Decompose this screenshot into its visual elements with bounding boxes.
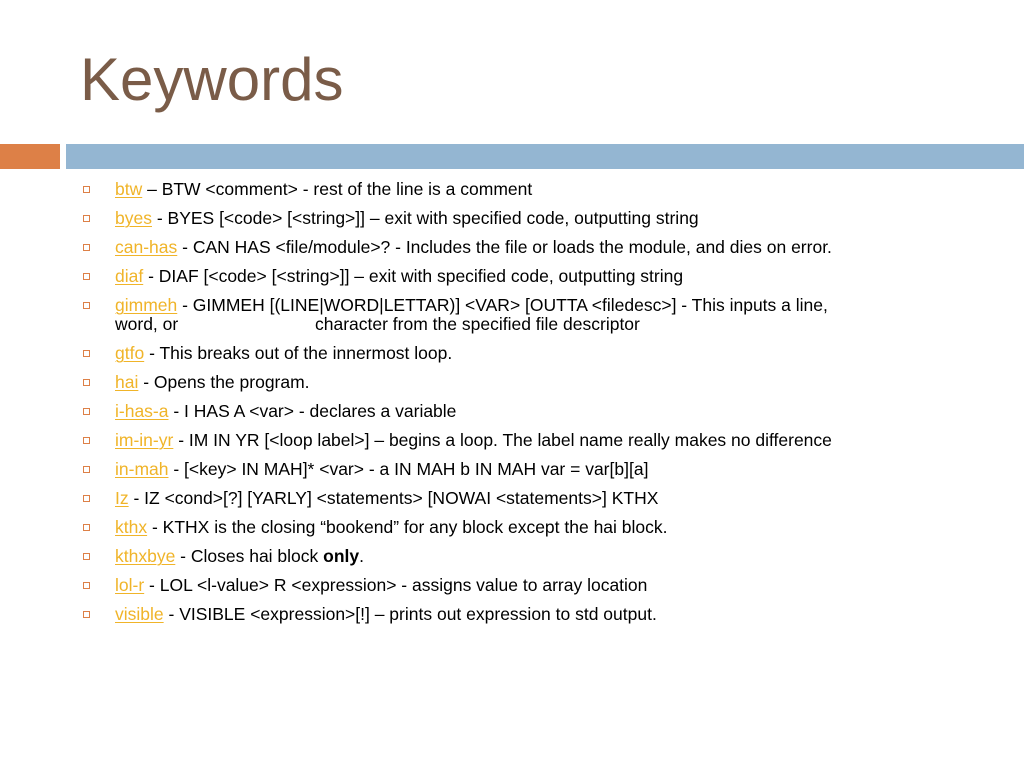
item-description: – BTW <comment> - rest of the line is a comment	[142, 179, 533, 199]
item-description-continued-2: character from the specified file descriptor	[315, 314, 640, 334]
item-description: - DIAF [<code> [<string>]] – exit with specified code, outputting string	[143, 266, 684, 286]
hollow-square-bullet-icon	[83, 524, 90, 531]
item-description: - VISIBLE <expression>[!] – prints out expression to std output.	[163, 604, 657, 624]
hollow-square-bullet-icon	[83, 350, 90, 357]
list-item	[80, 180, 980, 199]
item-description: - IM IN YR [<loop label>] – begins a loop. The label name really makes no difference	[173, 430, 832, 450]
item-description: - Opens the program.	[138, 372, 310, 392]
list-item	[80, 238, 980, 257]
hollow-square-bullet-icon	[83, 553, 90, 560]
list-item	[80, 267, 980, 286]
hollow-square-bullet-icon	[83, 582, 90, 589]
hollow-square-bullet-icon	[83, 186, 90, 193]
item-description: - I HAS A <var> - declares a variable	[168, 401, 457, 421]
keyword-link-diaf[interactable]: diaf	[115, 266, 144, 286]
item-description: - [<key> IN MAH]* <var> - a IN MAH b IN MAH var = var[b][a]	[168, 459, 649, 479]
item-description: - BYES [<code> [<string>]] – exit with specified code, outputting string	[151, 208, 699, 228]
keyword-list	[80, 180, 980, 634]
list-item	[80, 344, 980, 363]
accent-bar-blue	[66, 144, 1024, 169]
list-item	[80, 605, 980, 624]
keyword-link-gtfo[interactable]: gtfo	[115, 343, 145, 363]
list-item	[80, 402, 980, 421]
list-item	[80, 518, 980, 537]
item-description: - GIMMEH [(LINE|WORD|LETTAR)] <VAR> [OUTTA <filedesc>] - This inputs a line,	[177, 295, 828, 315]
accent-bar-orange	[0, 144, 60, 169]
keyword-link-gimmeh[interactable]: gimmeh	[115, 295, 178, 315]
item-description: - Closes hai block	[175, 546, 324, 566]
hollow-square-bullet-icon	[83, 379, 90, 386]
list-item	[80, 296, 980, 334]
list-item	[80, 460, 980, 479]
list-item	[80, 489, 980, 508]
keyword-link-can-has[interactable]: can-has	[115, 237, 178, 257]
list-item	[80, 373, 980, 392]
slide-title: Keywords	[80, 46, 344, 113]
keyword-link-lol-r[interactable]: lol-r	[115, 575, 145, 595]
hollow-square-bullet-icon	[83, 215, 90, 222]
keyword-link-in-mah[interactable]: in-mah	[115, 459, 169, 479]
item-description: - KTHX is the closing “bookend” for any block except the hai block.	[147, 517, 668, 537]
keyword-link-hai[interactable]: hai	[115, 372, 139, 392]
hollow-square-bullet-icon	[83, 466, 90, 473]
hollow-square-bullet-icon	[83, 273, 90, 280]
keyword-link-im-in-yr[interactable]: im-in-yr	[115, 430, 174, 450]
list-item	[80, 547, 980, 566]
item-description: - This breaks out of the innermost loop.	[144, 343, 453, 363]
list-item	[80, 209, 980, 228]
item-description-bold: only	[323, 546, 360, 566]
item-description-continued: word, or	[115, 314, 179, 334]
item-description: - CAN HAS <file/module>? - Includes the file or loads the module, and dies on error.	[177, 237, 832, 257]
list-item	[80, 576, 980, 595]
hollow-square-bullet-icon	[83, 611, 90, 618]
list-item	[80, 431, 980, 450]
item-description-end: .	[359, 546, 365, 566]
keyword-link-btw[interactable]: btw	[115, 179, 143, 199]
keyword-link-kthx[interactable]: kthx	[115, 517, 148, 537]
hollow-square-bullet-icon	[83, 408, 90, 415]
keyword-link-iz[interactable]: Iz	[115, 488, 129, 508]
keyword-link-kthxbye[interactable]: kthxbye	[115, 546, 176, 566]
hollow-square-bullet-icon	[83, 495, 90, 502]
keyword-link-i-has-a[interactable]: i-has-a	[115, 401, 169, 421]
hollow-square-bullet-icon	[83, 244, 90, 251]
item-description: - IZ <cond>[?] [YARLY] <statements> [NOWAI <statements>] KTHX	[128, 488, 659, 508]
hollow-square-bullet-icon	[83, 437, 90, 444]
keyword-link-visible[interactable]: visible	[115, 604, 164, 624]
hollow-square-bullet-icon	[83, 302, 90, 309]
keyword-link-byes[interactable]: byes	[115, 208, 152, 228]
item-description: - LOL <l-value> R <expression> - assigns value to array location	[144, 575, 648, 595]
